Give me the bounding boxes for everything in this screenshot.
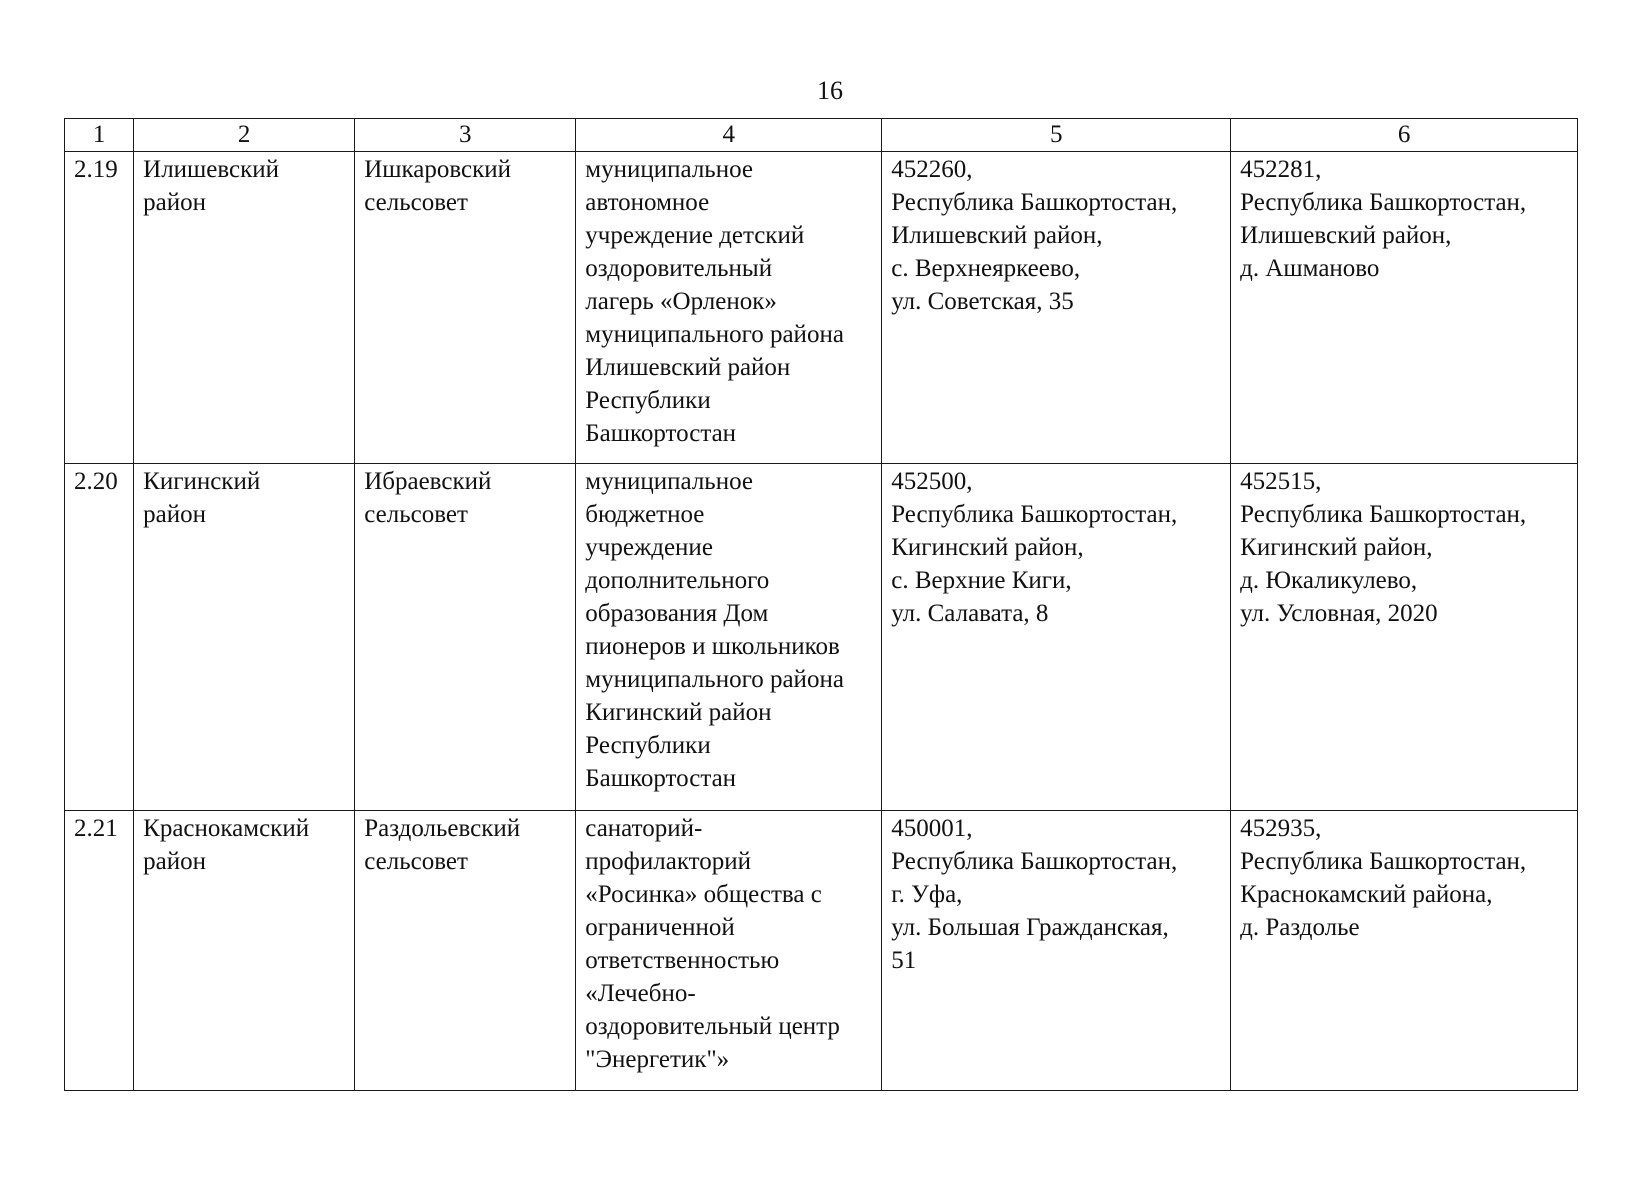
institution-cell — [576, 811, 882, 1091]
institution-line: муниципального района — [585, 666, 844, 693]
institution-line: профилакторий — [585, 848, 751, 875]
institution-line: учреждение — [585, 534, 713, 561]
council-line: Раздольевский — [364, 815, 521, 842]
page-number: 16 — [817, 76, 843, 105]
institution-line: дополнительного — [585, 567, 770, 594]
table-row — [65, 152, 1578, 464]
district-line: Краснокамский — [143, 815, 310, 842]
table-row — [65, 811, 1578, 1091]
document-table — [64, 118, 1578, 1091]
institution-line: ограниченной — [585, 914, 735, 941]
column-header: 1 — [65, 119, 134, 152]
row-number-cell: 2.21 — [65, 811, 134, 1091]
legal-address-line: 452500, — [891, 468, 973, 495]
council-line: сельсовет — [364, 848, 468, 875]
council-line: Ишкаровский — [364, 156, 512, 183]
institution-line: муниципального района — [585, 321, 844, 348]
institution-line: автономное — [585, 189, 710, 216]
institution-line: «Лечебно- — [585, 980, 696, 1007]
header-row — [65, 119, 1578, 152]
district-cell — [134, 811, 355, 1091]
institution-cell — [576, 152, 882, 464]
legal-address-line: 450001, — [891, 815, 973, 842]
institution-line: Башкортостан — [585, 420, 737, 447]
council-cell — [355, 464, 576, 811]
institution-line: оздоровительный центр — [585, 1013, 840, 1040]
legal-address-cell — [882, 152, 1231, 464]
actual-address-line: д. Юкаликулево, — [1240, 567, 1418, 594]
actual-address-cell — [1231, 152, 1578, 464]
legal-address-line: 452260, — [891, 156, 973, 183]
institution-line: "Энергетик"» — [585, 1046, 730, 1073]
column-header: 3 — [355, 119, 576, 152]
district-line: Кигинский — [143, 468, 261, 495]
institution-line: Республики — [585, 732, 711, 759]
district-line: район — [143, 189, 206, 216]
institution-line: муниципальное — [585, 468, 753, 495]
institution-line: учреждение детский — [585, 222, 805, 249]
institution-line: лагерь «Орленок» — [585, 288, 777, 315]
institution-line: пионеров и школьников — [585, 633, 840, 660]
legal-address-line: Кигинский район, — [891, 534, 1084, 561]
district-cell — [134, 464, 355, 811]
actual-address-line: Краснокамский района, — [1240, 881, 1493, 908]
actual-address-line: Республика Башкортостан, — [1240, 189, 1527, 216]
row-number-cell: 2.19 — [65, 152, 134, 464]
actual-address-line: 452935, — [1240, 815, 1322, 842]
district-cell — [134, 152, 355, 464]
institution-line: санаторий- — [585, 815, 703, 842]
legal-address-line: Республика Башкортостан, — [891, 501, 1178, 528]
column-header: 5 — [882, 119, 1231, 152]
council-line: сельсовет — [364, 501, 468, 528]
actual-address-cell — [1231, 464, 1578, 811]
institution-line: Республики — [585, 387, 711, 414]
legal-address-line: ул. Советская, 35 — [891, 288, 1074, 315]
row-number-cell: 2.20 — [65, 464, 134, 811]
table-row — [65, 464, 1578, 811]
institution-line: бюджетное — [585, 501, 705, 528]
legal-address-line: с. Верхнеяркеево, — [891, 255, 1081, 282]
institution-line: Кигинский район — [585, 699, 772, 726]
actual-address-line: 452281, — [1240, 156, 1322, 183]
council-cell — [355, 152, 576, 464]
legal-address-line: г. Уфа, — [891, 881, 963, 908]
legal-address-line: ул. Большая Гражданская, — [891, 914, 1169, 941]
actual-address-line: д. Ашманово — [1240, 255, 1380, 282]
legal-address-line: Республика Башкортостан, — [891, 189, 1178, 216]
column-header: 2 — [134, 119, 355, 152]
legal-address-line: ул. Салавата, 8 — [891, 600, 1049, 627]
institution-line: муниципальное — [585, 156, 753, 183]
institution-line: ответственностью — [585, 947, 780, 974]
actual-address-cell — [1231, 811, 1578, 1091]
actual-address-line: Илишевский район, — [1240, 222, 1452, 249]
legal-address-line: Илишевский район, — [891, 222, 1103, 249]
institution-line: Илишевский район — [585, 354, 791, 381]
legal-address-cell — [882, 811, 1231, 1091]
legal-address-line: 51 — [891, 947, 917, 974]
institution-line: «Росинка» общества с — [585, 881, 822, 908]
legal-address-line: Республика Башкортостан, — [891, 848, 1178, 875]
institution-line: оздоровительный — [585, 255, 773, 282]
district-line: район — [143, 501, 206, 528]
actual-address-line: Республика Башкортостан, — [1240, 848, 1527, 875]
institution-cell — [576, 464, 882, 811]
district-line: район — [143, 848, 206, 875]
legal-address-cell — [882, 464, 1231, 811]
column-header: 4 — [576, 119, 882, 152]
table-body — [65, 152, 1578, 1091]
actual-address-line: 452515, — [1240, 468, 1322, 495]
actual-address-line: д. Раздолье — [1240, 914, 1360, 941]
actual-address-line: Республика Башкортостан, — [1240, 501, 1527, 528]
district-line: Илишевский — [143, 156, 280, 183]
actual-address-line: Кигинский район, — [1240, 534, 1433, 561]
institution-line: образования Дом — [585, 600, 769, 627]
council-line: сельсовет — [364, 189, 468, 216]
table-header — [65, 119, 1578, 152]
actual-address-line: ул. Условная, 2020 — [1240, 600, 1438, 627]
column-header: 6 — [1231, 119, 1578, 152]
legal-address-line: с. Верхние Киги, — [891, 567, 1072, 594]
council-line: Ибраевский — [364, 468, 492, 495]
council-cell — [355, 811, 576, 1091]
institution-line: Башкортостан — [585, 765, 737, 792]
